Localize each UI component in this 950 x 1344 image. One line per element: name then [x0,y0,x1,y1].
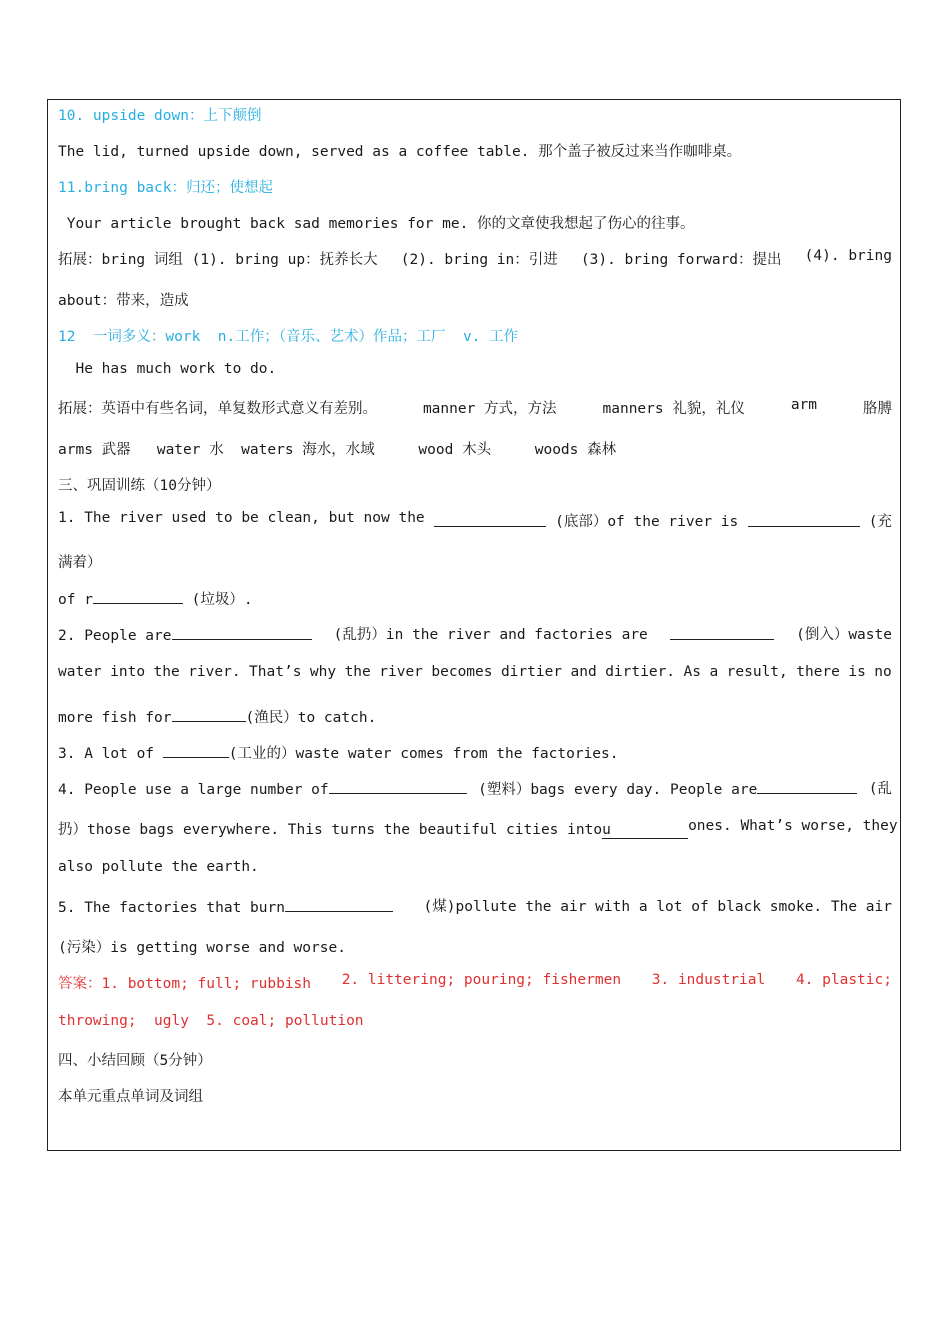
q1-text: (底部）of the river is [555,514,739,530]
q2-word: there [796,664,840,680]
ext-part: 拓展：英语中有些名词，单复数形式意义有差别。 [58,401,377,417]
q5-blank-coal[interactable] [285,895,393,912]
q5-text: (煤)pollute the air with a lot of black smoke. The air [423,899,892,915]
answers-line2: throwing; ugly 5. coal; pollution [58,1013,364,1029]
q1-line3 [58,587,892,609]
q2-word: becomes [431,664,493,680]
q2-text: (倒入）waste [796,627,892,643]
ext-part: arm [790,397,818,413]
q2-word: a [709,664,719,680]
q4-text: ones. What’s worse, they [688,818,898,834]
ext-part: (2). bring in：引进 [400,252,558,268]
section3-title: 三、巩固训练（10分钟） [58,478,221,494]
q4-text: 扔）those bags everywhere. This turns the beautiful cities into [58,822,603,838]
q3-text: 3. A lot of [58,746,163,762]
q4-text: (塑料）bags every day. People are [478,782,758,798]
q2-word: river. [188,664,241,680]
q2-blank-fishermen[interactable] [172,705,246,722]
q2-word: dirtier. [605,664,676,680]
answers-line1 [58,972,892,993]
item11-heading: 11.bring back：归还；使想起 [58,180,273,196]
q2-line1 [58,623,892,644]
q1-blank-full[interactable] [748,510,860,527]
ext-part: manner 方式，方法 [422,401,557,417]
q2-text: (乱扔）in the river and factories are [333,627,648,643]
q2-word: result, [726,664,788,680]
q4-line2 [58,818,898,839]
item11-example: Your article brought back sad memories for me. 你的文章使我想起了伤心的往事。 [58,216,695,232]
ext-part: 胳膊 [862,401,892,417]
q5-text: 5. The factories that burn [58,900,285,916]
q1-text: 1. The river used to be clean, but now the [58,510,425,526]
q1-text: of r [58,592,93,608]
answer-part: 4. plastic; [795,972,892,988]
q2-word: That’s [249,664,302,680]
item12-extension-line2: arms 武器 water 水 waters 海水，水域 wood 木头 woods 森林 [58,442,617,458]
q4-line3: also pollute the earth. [58,859,259,875]
item11-extension-line2: about：带来，造成 [58,293,189,309]
q3-blank-industrial[interactable] [163,741,229,758]
q4-blank-plastic[interactable] [329,777,467,794]
q2-blank-pouring[interactable] [670,623,774,640]
q2-word: is [848,664,866,680]
q1-blank-rubbish[interactable] [93,587,183,604]
q2-word: the [153,664,180,680]
q5-line1 [58,895,892,916]
q2-line2 [58,664,892,680]
item11-extension-line1 [58,248,892,269]
q3-text: (工业的）waste water comes from the factories. [228,746,619,762]
q1-text: (垃圾）. [182,592,253,608]
q2-blank-littering[interactable] [172,623,312,640]
answer-part: 3. industrial [651,972,766,988]
q2-word: why [309,664,337,680]
q4-text: 4. People use a large number of [58,782,329,798]
q2-text: (渔民）to catch. [245,710,377,726]
answer-part: 答案：1. bottom; full; rubbish [58,976,312,992]
q2-word: the [344,664,371,680]
ext-part: (3). bring forward：提出 [580,252,782,268]
q2-word: no [874,664,892,680]
ext-part: manners 礼貌，礼仪 [602,401,745,417]
q4-blank-throwing[interactable] [757,777,857,794]
q2-text: more fish for [58,710,172,726]
q4-blank-ugly[interactable] [602,822,688,839]
q2-word: into [110,664,146,680]
section4-title: 四、小结回顾（5分钟） [58,1053,212,1069]
ext-part: 拓展：bring 词组 (1). bring up：抚养长大 [58,252,378,268]
q2-word: As [683,664,701,680]
q1-line2: 满着） [58,555,102,571]
section4-subtitle: 本单元重点单词及词组 [58,1089,203,1105]
item10-heading: 10. upside down：上下颠倒 [58,108,262,124]
item10-example: The lid, turned upside down, served as a coffee table. 那个盖子被反过来当作咖啡桌。 [58,144,742,160]
answer-part: 2. littering; pouring; fishermen [341,972,622,988]
item12-example: He has much work to do. [58,361,277,377]
q1-blank-bottom[interactable] [434,510,546,527]
q2-word: and [570,664,597,680]
item12-extension-line1 [58,397,892,418]
q4-text: (乱 [868,781,892,797]
q3-line [58,741,892,763]
q2-text: 2. People are [58,628,172,644]
q4-line1 [58,777,892,799]
q2-word: dirtier [500,664,563,680]
ext-part: (4). bring [804,248,892,264]
q4-hint-letter: u [602,822,611,838]
q5-line2: (污染）is getting worse and worse. [58,940,346,956]
content-frame [47,99,901,1151]
item12-heading: 12 一词多义：work n.工作；（音乐、艺术）作品；工厂 v. 工作 [58,329,519,345]
q2-word: river [379,664,423,680]
q2-line3 [58,705,892,727]
q2-word: water [58,664,102,680]
q1-line1 [58,510,892,531]
q1-text: (充 [868,514,892,530]
